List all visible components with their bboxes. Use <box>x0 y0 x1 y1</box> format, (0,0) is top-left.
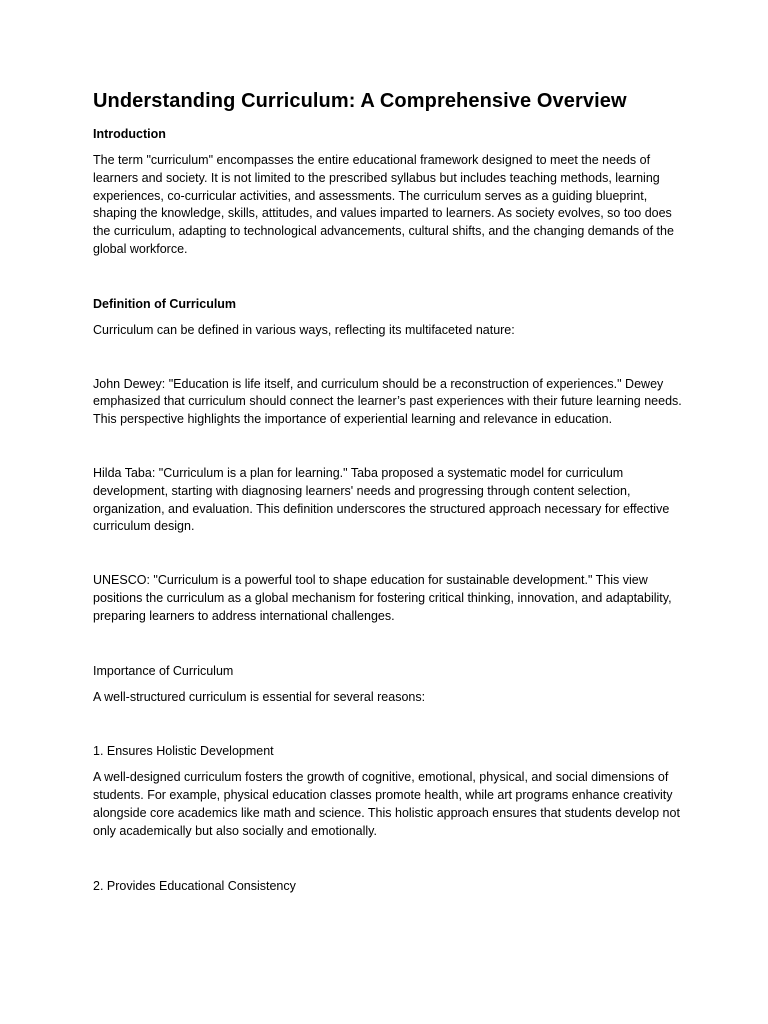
spacer <box>93 438 683 465</box>
importance-section-paragraph: A well-designed curriculum fosters the growth of cognitive, emotional, physical, and social dimensions of students. For example, physical education classes promote health, while art programs enhance creativity alongside core academics like math and science. This holistic approach ensures that students develop not only academically but also socially and emotionally. <box>93 770 680 838</box>
introduction-paragraph: The term "curriculum" encompasses the entire educational framework designed to meet the needs of learners and society. It is not limited to the prescribed syllabus but includes teaching methods, learning experiences, co-curricular activities, and assessments. The curriculum serves as a guiding blueprint, shaping the knowledge, skills, attitudes, and values imparted to learners. As society evolves, so too does the curriculum, adapting to technological advancements, cultural shifts, and the changing demands of the global workforce. <box>93 153 674 256</box>
definition-item-dewey: John Dewey: "Education is life itself, and curriculum should be a reconstruction of experiences." Dewey emphasized that curriculum should connect the learner’s past experiences with their future learning needs. This perspective highlights the importance of experiential learning and relevance in education. <box>93 376 682 427</box>
spacer <box>93 715 683 742</box>
introduction-heading: Introduction <box>93 127 166 141</box>
importance-heading: Importance of Curriculum <box>93 663 234 678</box>
spacer <box>93 850 683 877</box>
definition-item-taba: Hilda Taba: "Curriculum is a plan for learning." Taba proposed a systematic model for curriculum development, starting with diagnosing learners' needs and progressing through content selection, organization, and evaluation. This definition underscores the structured approach necessary for effective curriculum design. <box>93 465 670 534</box>
importance-section-heading: 2. Provides Educational Consistency <box>93 878 296 893</box>
definition-item-unesco: UNESCO: "Curriculum is a powerful tool to shape education for sustainable development." This view positions the curriculum as a global mechanism for fostering critical thinking, innovation, and adaptability, preparing learners to address international challenges. <box>93 573 672 623</box>
spacer <box>93 635 683 662</box>
spacer <box>93 268 683 295</box>
importance-section-heading: 1. Ensures Holistic Development <box>93 744 274 759</box>
document-title: Understanding Curriculum: A Comprehensive Overview <box>93 90 627 112</box>
document-content <box>93 88 683 904</box>
definition-intro: Curriculum can be defined in various ways, reflecting its multifaceted nature: <box>93 322 515 337</box>
importance-intro: A well-structured curriculum is essential for several reasons: <box>93 689 426 704</box>
definition-heading: Definition of Curriculum <box>93 296 237 311</box>
spacer <box>93 349 683 376</box>
spacer <box>93 545 683 572</box>
